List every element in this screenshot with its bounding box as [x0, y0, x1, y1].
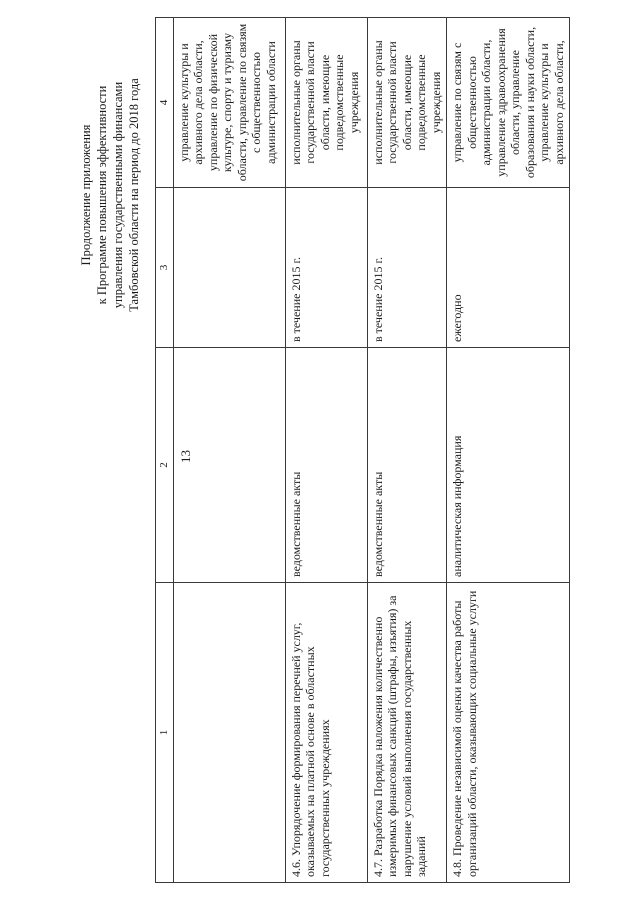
document-type-cell: [173, 348, 285, 583]
measure-cell: [173, 583, 285, 883]
document-type-cell: ведомственные акты: [367, 348, 447, 583]
deadline-cell: [173, 188, 285, 348]
page-number: 13: [178, 450, 193, 463]
header-line-2: к Программе повышения эффективности: [95, 85, 109, 305]
measure-cell: 4.6. Упорядочение формирования перечней услуг, оказываемых на платной основе в областных государственных учреждениях: [285, 583, 367, 883]
responsible-cell: исполнительные органы государственной власти области, имеющие подведомственные учреждения: [367, 18, 447, 188]
responsible-cell: управление по связям с общественностью администрации области, управление здравоохранения области, управление образования и науки области, управление культуры и архивного дела области,: [447, 18, 570, 188]
table-row: [447, 18, 570, 883]
column-number: 4: [156, 18, 174, 188]
measures-table: [155, 17, 570, 883]
table-row: [173, 18, 285, 883]
header-line-3: управления государственными финансами: [111, 81, 125, 309]
table-row: [285, 18, 367, 883]
column-number-row: [156, 18, 174, 883]
appendix-header: [78, 25, 142, 365]
deadline-cell: в течение 2015 г.: [285, 188, 367, 348]
header-line-1: Продолжение приложения: [79, 124, 93, 266]
document-type-cell: аналитическая информация: [447, 348, 570, 583]
table-row: [367, 18, 447, 883]
measure-cell: 4.7. Разработка Порядка наложения количественно измеримых финансовых санкций (штрафы, изъятия) за нарушение условий выполнения государственных заданий: [367, 583, 447, 883]
column-number: 3: [156, 188, 174, 348]
responsible-cell: исполнительные органы государственной власти области, имеющие подведомственные учреждения: [285, 18, 367, 188]
column-number: 1: [156, 583, 174, 883]
measure-cell: 4.8. Проведение независимой оценки качества работы организаций области, оказывающих социальные услуги: [447, 583, 570, 883]
deadline-cell: в течение 2015 г.: [367, 188, 447, 348]
header-line-4: Тамбовской области на период до 2018 года: [127, 78, 141, 312]
document-type-cell: ведомственные акты: [285, 348, 367, 583]
column-number: 2: [156, 348, 174, 583]
responsible-cell: управление культуры и архивного дела области, управление по физической культуре, спорту и туризму области, управление по связям с общественностью администрации области: [173, 18, 285, 188]
deadline-cell: ежегодно: [447, 188, 570, 348]
